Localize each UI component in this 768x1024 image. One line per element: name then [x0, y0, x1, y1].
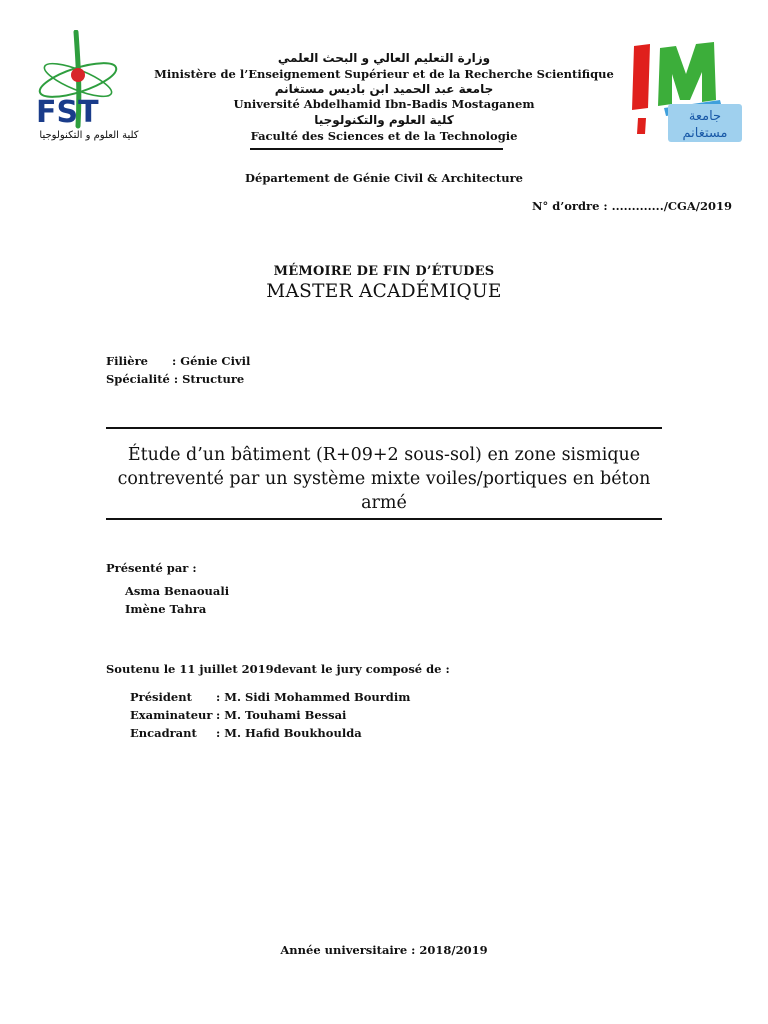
ministry-name: Ministère de l’Enseignement Supérieur et de la Recherche Scientifique — [154, 67, 614, 81]
university-name-ar: جامعة عبد الحميد ابن باديس مستغانم — [274, 82, 494, 96]
order-number: N° d’ordre : ............./CGA/2019 — [531, 199, 732, 213]
title-rule-bottom — [106, 518, 662, 520]
jury-role: Examinateur — [130, 708, 213, 722]
memoire-heading: MÉMOIRE DE FIN D’ÉTUDES — [273, 264, 495, 279]
jury-list — [130, 688, 410, 742]
presented-by-label: Présenté par : — [106, 561, 197, 575]
filiere-row — [106, 352, 250, 370]
university-caption-ar-2: مستغانم — [682, 126, 728, 141]
academic-year: Année universitaire : 2018/2019 — [280, 943, 488, 957]
jury-row — [130, 724, 410, 742]
title-rule-top — [106, 427, 662, 429]
degree-heading: MASTER ACADÉMIQUE — [266, 281, 502, 302]
specialite-row — [106, 370, 250, 388]
specialite-label: Spécialité — [106, 372, 170, 386]
jury-member: : M. Hafid Boukhoulda — [216, 726, 362, 740]
faculty-name-ar: كلية العلوم والتكنولوجيا — [314, 113, 454, 127]
header-divider — [250, 148, 503, 150]
field-info — [106, 352, 250, 388]
filiere-label: Filière — [106, 354, 148, 368]
jury-role: Encadrant — [130, 726, 197, 740]
ministry-name-ar: وزارة التعليم العالي و البحث العلمي — [277, 51, 491, 65]
fst-caption-ar: كلية العلوم و التكنولوجيا — [39, 130, 139, 141]
university-name: Université Abdelhamid Ibn-Badis Mostaganem — [233, 97, 535, 111]
author-name: Imène Tahra — [125, 602, 207, 616]
jury-role: Président — [130, 690, 192, 704]
jury-member: : M. Touhami Bessai — [216, 708, 347, 722]
defense-statement: Soutenu le 11 juillet 2019devant le jury composé de : — [106, 662, 450, 676]
jury-row — [130, 706, 410, 724]
authors-list — [125, 582, 229, 618]
filiere-value: : Génie Civil — [172, 354, 251, 368]
fst-logo-text: FST — [36, 95, 99, 130]
jury-member: : M. Sidi Mohammed Bourdim — [216, 690, 411, 704]
faculty-name: Faculté des Sciences et de la Technologie — [250, 129, 518, 143]
university-caption-ar-1: جامعة — [688, 109, 722, 124]
author-name: Asma Benaouali — [125, 584, 230, 598]
department-name: Département de Génie Civil & Architecture — [245, 171, 523, 185]
specialite-value: : Structure — [173, 372, 245, 386]
thesis-title: Étude d’un bâtiment (R+09+2 sous-sol) en zone sismique contreventé par un système mixte voiles/portiques en béton armé — [117, 445, 651, 513]
jury-row — [130, 688, 410, 706]
